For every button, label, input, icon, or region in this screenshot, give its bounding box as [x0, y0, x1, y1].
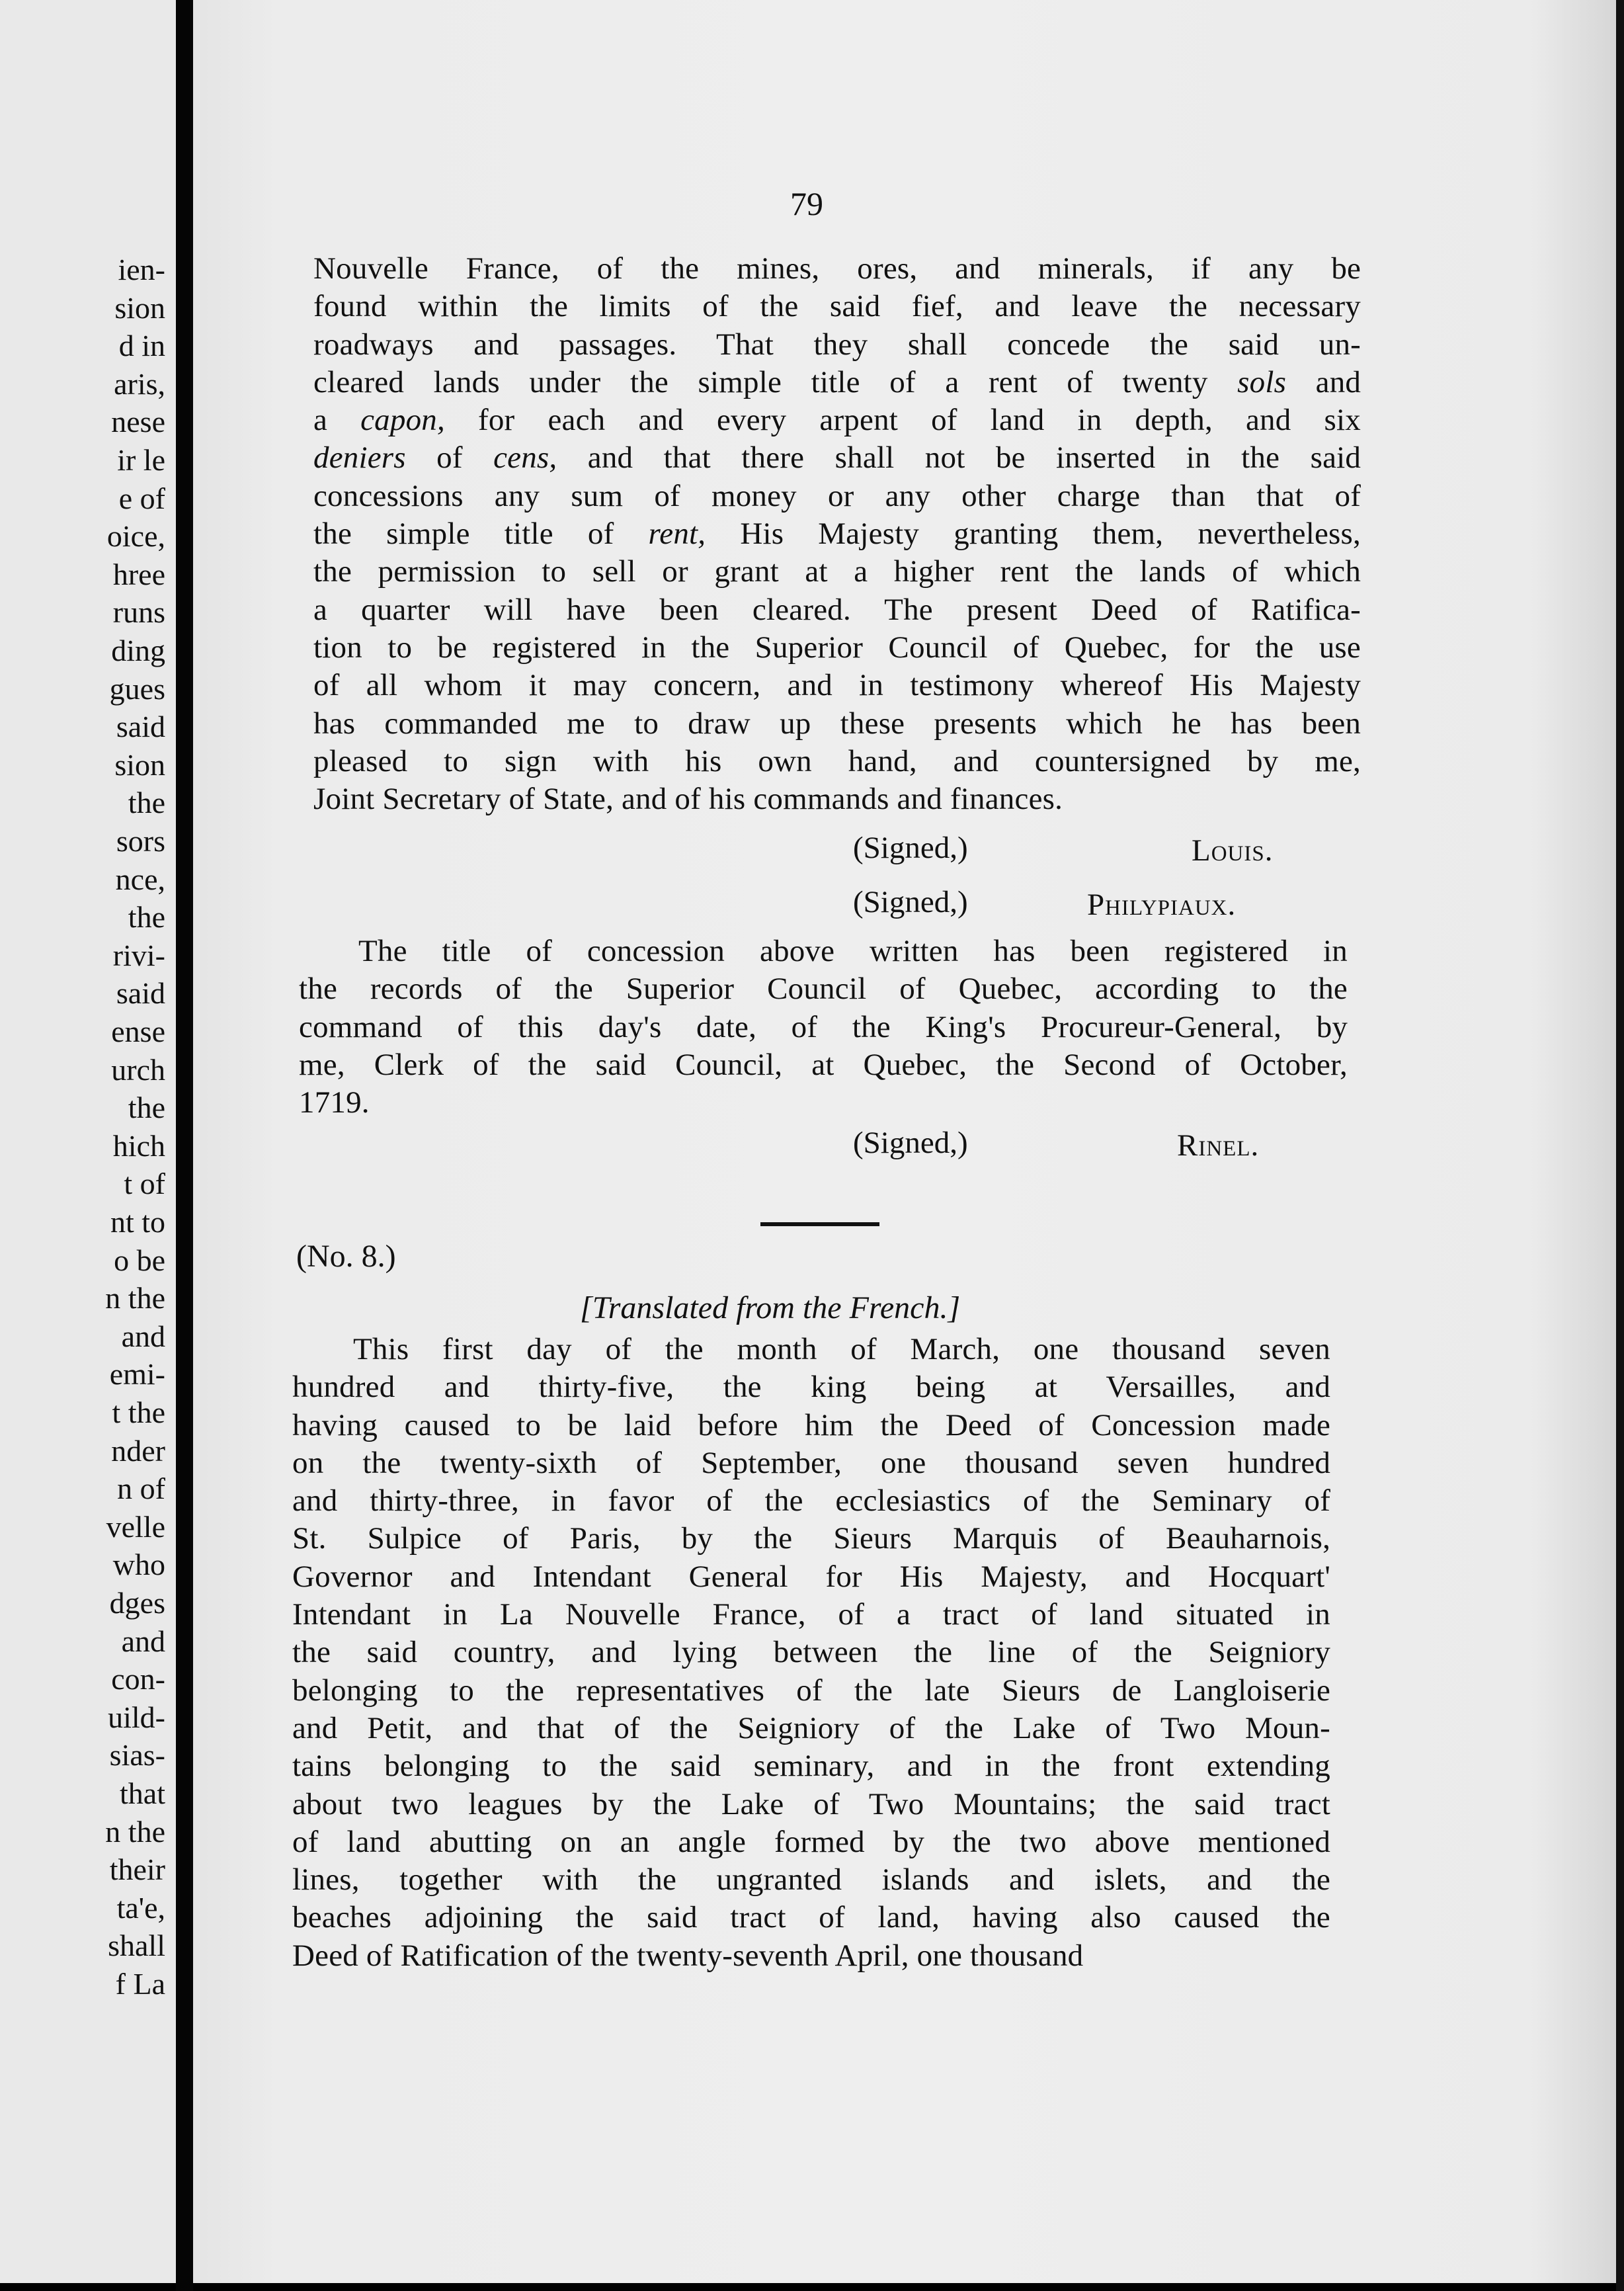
text-line: 1719.	[299, 1085, 370, 1120]
text-line: deniers of cens, and that there shall not be inserted in the said	[313, 440, 1361, 476]
text-line: tion to be registered in the Superior Council of Quebec, for the use	[313, 630, 1361, 665]
left-page-text-fragment: their	[109, 1853, 165, 1887]
left-page-text-fragment: ding	[111, 634, 165, 667]
signed-label: (Signed,)	[853, 1126, 968, 1160]
left-page-text-fragment: the	[128, 1091, 165, 1125]
left-page-text-fragment: gues	[109, 671, 165, 706]
text-line: me, Clerk of the said Council, at Quebec, the Second of October,	[299, 1047, 1348, 1082]
section-number: (No. 8.)	[296, 1239, 396, 1274]
text-line: Governor and Intendant General for His Majesty, and Hocquart'	[292, 1559, 1331, 1594]
text-line: belonging to the representatives of the late Sieurs de Langloiserie	[292, 1673, 1331, 1708]
left-page-text-fragment: n of	[117, 1472, 165, 1506]
right-page-edge	[1616, 0, 1624, 2291]
left-page-text-fragment: rivi-	[112, 938, 165, 972]
left-page-text-fragment: said	[116, 710, 165, 744]
text-line: beaches adjoining the said tract of land, having also caused the	[292, 1900, 1330, 1935]
signature-philypiaux	[853, 882, 968, 922]
text-line: a capon, for each and every arpent of land in depth, and six	[313, 403, 1361, 438]
left-page-text-fragment: sion	[114, 747, 165, 782]
left-page-text-fragment: nce,	[115, 862, 165, 896]
text-line: The title of concession above written has been registered in	[358, 934, 1348, 968]
page-number: 79	[790, 185, 823, 222]
text-line: having caused to be laid before him the Deed of Concession made	[292, 1407, 1331, 1442]
signature-name-louis: Louis.	[1192, 833, 1274, 868]
text-line: command of this day's date, of the King's Procureur-General, by	[299, 1009, 1348, 1044]
left-page-text-fragment: ta'e,	[116, 1890, 165, 1925]
text-line: Joint Secretary of State, and of his commands and finances.	[313, 782, 1063, 817]
left-page-text-fragment: sias-	[109, 1738, 165, 1772]
text-line: concessions any sum of money or any other charge than that of	[313, 478, 1361, 513]
text-line: cleared lands under the simple title of a rent of twenty sols and	[313, 364, 1361, 399]
left-page-text-fragment: o be	[114, 1243, 165, 1277]
translated-note-text: Translated from the French.	[592, 1290, 948, 1325]
signature-rinel	[853, 1123, 968, 1163]
left-page-text-fragment: t the	[112, 1395, 165, 1429]
left-page-text-fragment: said	[116, 976, 165, 1011]
left-page-text-fragment: that	[120, 1776, 165, 1810]
left-page-text-fragment: sors	[116, 824, 165, 858]
left-page-text-fragment: oice,	[106, 519, 165, 554]
left-page-text-fragment: d in	[118, 329, 165, 363]
left-page-text-fragment: con-	[111, 1662, 165, 1696]
text-line: roadways and passages. That they shall concede the said un-	[313, 327, 1361, 362]
text-line: St. Sulpice of Paris, by the Sieurs Marquis of Beauharnois,	[292, 1521, 1331, 1556]
signature-name-philypiaux: Philypiaux.	[1087, 888, 1237, 922]
text-line: hundred and thirty-five, the king being at Versailles, and	[292, 1370, 1331, 1405]
left-page-text-fragment: emi-	[109, 1357, 165, 1392]
left-page-text-fragment: aris,	[114, 366, 165, 401]
section-divider	[760, 1222, 879, 1226]
left-page-text-fragment: n the	[105, 1281, 165, 1315]
paragraph-deed-ratification	[313, 250, 1361, 818]
left-page-text-fragment: the	[128, 786, 165, 820]
text-line: the records of the Superior Council of Quebec, according to the	[299, 972, 1348, 1007]
left-page-text-fragment: e of	[118, 481, 165, 515]
left-page-text-fragment: dges	[109, 1586, 165, 1620]
text-line: of land abutting on an angle formed by the two above mentioned	[292, 1824, 1331, 1859]
left-page-fragment	[0, 0, 176, 2283]
left-page-text-fragment: ense	[111, 1015, 165, 1048]
left-page-text-fragment: nt to	[110, 1205, 165, 1239]
left-page-text-fragment: uild-	[108, 1700, 165, 1734]
text-line: the said country, and lying between the line of the Seigniory	[292, 1635, 1331, 1670]
text-line: This first day of the month of March, one thousand seven	[353, 1332, 1330, 1366]
left-page-text-fragment: f La	[115, 1967, 165, 2001]
text-line: Deed of Ratification of the twenty-seventh April, one thousand	[292, 1938, 1084, 1973]
text-line: tains belonging to the said seminary, and in the front extending	[292, 1749, 1330, 1784]
text-line: pleased to sign with his own hand, and countersigned by me,	[313, 743, 1361, 778]
left-page-text-fragment: velle	[106, 1509, 165, 1544]
text-line: lines, together with the ungranted islands and islets, and the	[292, 1862, 1331, 1897]
paragraph-registration	[299, 933, 1348, 1122]
text-line: Intendant in La Nouvelle France, of a tract of land situated in	[292, 1597, 1330, 1632]
left-page-text-fragment: nese	[111, 405, 165, 439]
text-line: on the twenty-sixth of September, one thousand seven hundred	[292, 1445, 1331, 1480]
left-page-text-fragment: the	[128, 900, 165, 935]
left-page-text-fragment: ir le	[117, 443, 165, 477]
left-page-text-fragment: n the	[105, 1814, 165, 1849]
signature-name-rinel: Rinel.	[1177, 1128, 1260, 1163]
text-line: found within the limits of the said fief, and leave the necessary	[313, 289, 1361, 324]
page-gutter	[176, 0, 193, 2291]
text-line: about two leagues by the Lake of Two Mountains; the said tract	[292, 1786, 1331, 1821]
left-page-text-fragment: sion	[114, 290, 165, 325]
left-page-text-fragment: and	[121, 1319, 165, 1353]
text-line: Nouvelle France, of the mines, ores, and minerals, if any be	[313, 251, 1361, 286]
text-line: of all whom it may concern, and in testimony whereof His Majesty	[313, 668, 1361, 703]
left-page-text-fragment: runs	[112, 595, 165, 630]
left-page-text-fragment: who	[112, 1548, 165, 1582]
left-page-text-fragment: and	[121, 1624, 165, 1658]
left-page-text-fragment: ien-	[118, 253, 165, 286]
text-line: the permission to sell or grant at a higher rent the lands of which	[313, 554, 1361, 589]
text-line: and thirty-three, in favor of the ecclesiastics of the Seminary of	[292, 1483, 1331, 1519]
left-page-text-fragment: urch	[111, 1052, 165, 1087]
left-page-text-fragment: t of	[124, 1167, 165, 1201]
signed-label: (Signed,)	[853, 831, 968, 865]
signed-label: (Signed,)	[853, 885, 968, 919]
left-page-text-fragment: hree	[112, 557, 165, 591]
paragraph-no8	[292, 1331, 1330, 1975]
signature-louis	[853, 828, 968, 868]
translated-note: [Translated from the French.]	[580, 1290, 961, 1325]
text-line: has commanded me to draw up these presents which he has been	[313, 706, 1361, 741]
text-line: and Petit, and that of the Seigniory of the Lake of Two Moun-	[292, 1710, 1330, 1745]
left-page-text-fragment: hich	[112, 1128, 165, 1163]
left-page-text-fragment: shall	[108, 1929, 165, 1963]
left-page-text-fragment: nder	[111, 1433, 165, 1468]
text-line: the simple title of rent, His Majesty granting them, nevertheless,	[313, 517, 1361, 552]
text-line: a quarter will have been cleared. The present Deed of Ratifica-	[313, 592, 1361, 627]
